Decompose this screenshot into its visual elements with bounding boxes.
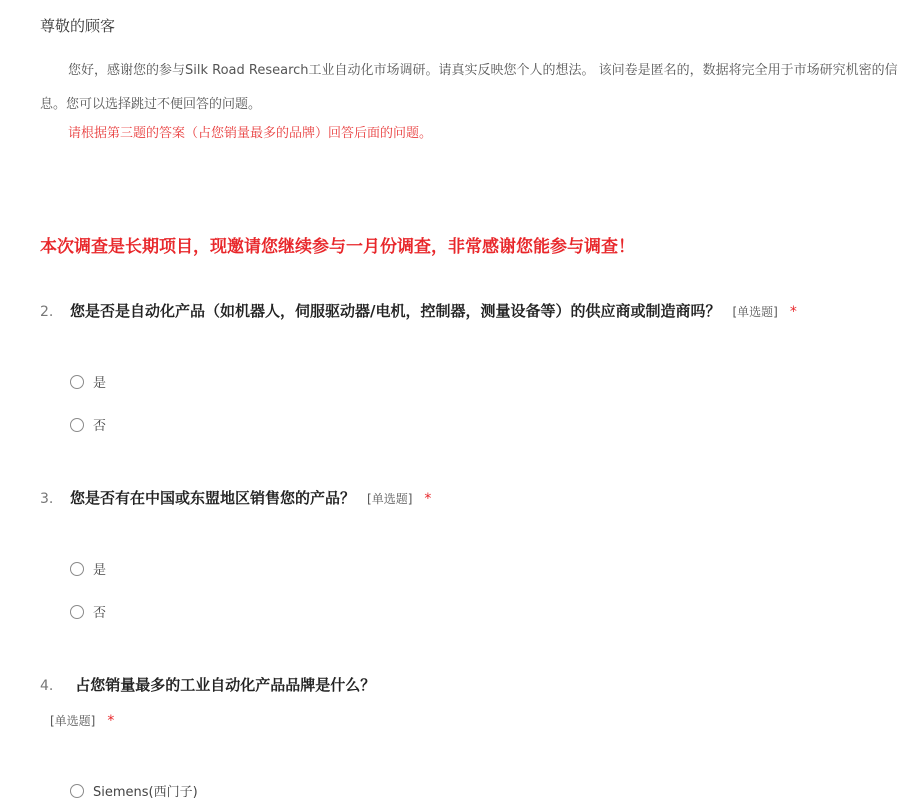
question-number: 4. [40, 678, 54, 694]
question-4-meta [50, 712, 114, 729]
question-number: 2. [40, 304, 54, 320]
question-3-option-no[interactable] [70, 602, 106, 621]
question-4-option-siemens[interactable] [70, 781, 198, 800]
intro-paragraph: 您好，感谢您的参与Silk Road Research工业自动化市场调研。请真实反映您个人的想法。 该问卷是匿名的，数据将完全用于市场研究机密的信息。您可以选择跳过不便回答的问题。 [40, 63, 898, 112]
option-label: 是 [93, 376, 107, 391]
required-marker: * [789, 304, 797, 320]
invitation-banner: 本次调查是长期项目，现邀请您继续参与一月份调查，非常感谢您能参与调查！ [40, 237, 635, 257]
question-3-title [40, 487, 431, 508]
option-label: Siemens(西门子) [93, 785, 198, 800]
required-marker: * [107, 713, 115, 729]
radio-button[interactable] [70, 562, 84, 576]
question-2-title [40, 300, 797, 321]
question-text: 您是否有在中国或东盟地区销售您的产品？ [70, 489, 356, 507]
question-2-option-yes[interactable] [70, 372, 106, 391]
radio-button[interactable] [70, 784, 84, 798]
required-marker: * [424, 491, 432, 507]
intro-note: 请根据第三题的答案（占您销量最多的品牌）回答后面的问题。 [68, 126, 433, 141]
option-label: 是 [93, 563, 107, 578]
question-4-title [40, 674, 375, 695]
question-number: 3. [40, 491, 54, 507]
question-type-label: [单选题] [367, 492, 413, 506]
radio-button[interactable] [70, 605, 84, 619]
question-3-option-yes[interactable] [70, 559, 106, 578]
question-type-label: [单选题] [50, 714, 96, 728]
option-label: 否 [93, 419, 107, 434]
radio-button[interactable] [70, 418, 84, 432]
radio-button[interactable] [70, 375, 84, 389]
question-type-label: [单选题] [732, 305, 778, 319]
question-text: 您是否是自动化产品（如机器人，伺服驱动器/电机，控制器，测量设备等）的供应商或制造商吗？ [70, 302, 721, 320]
greeting-title: 尊敬的顾客 [40, 17, 116, 35]
option-label: 否 [93, 606, 107, 621]
question-2-option-no[interactable] [70, 415, 106, 434]
question-text: 占您销量最多的工业自动化产品品牌是什么？ [70, 676, 376, 694]
